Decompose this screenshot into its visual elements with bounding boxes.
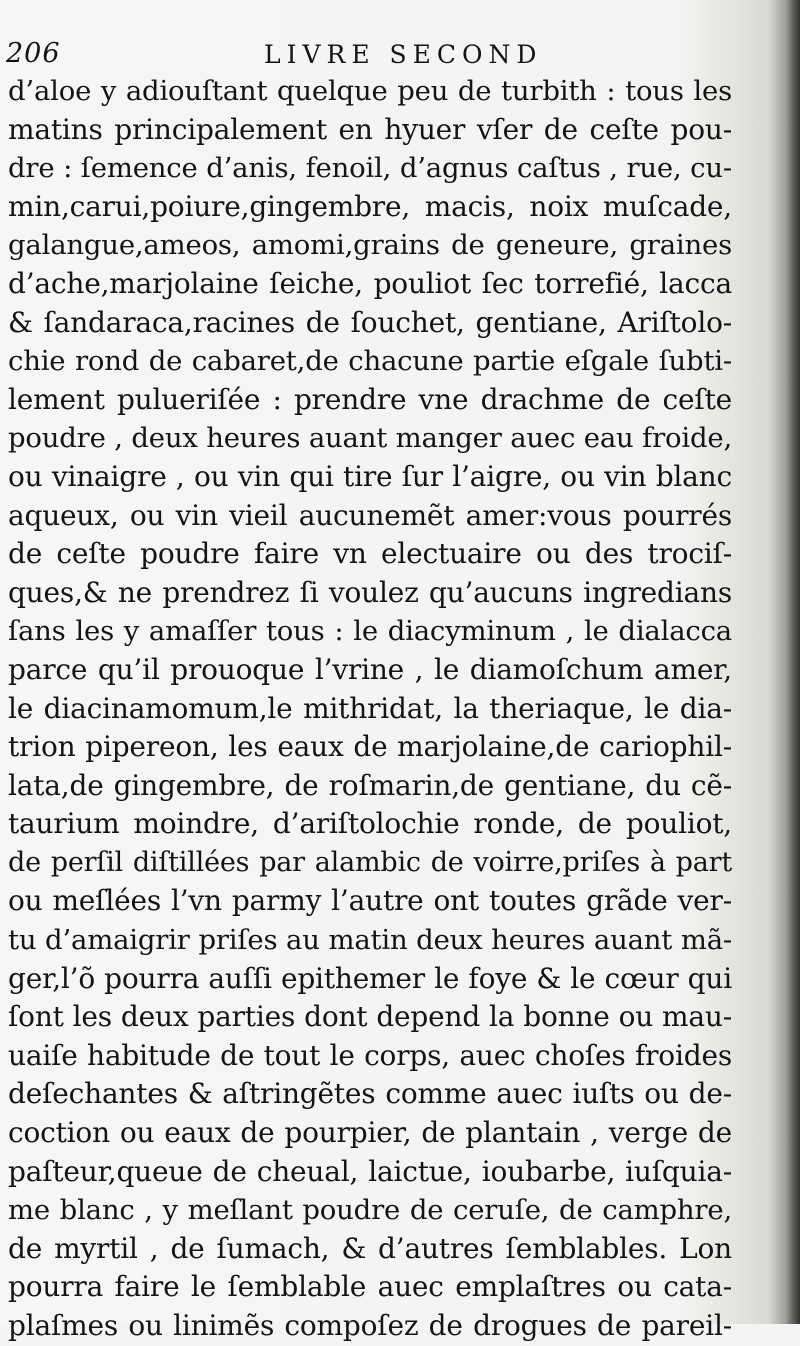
- text-line: ger,l’õ pourra auſſi epithemer le foye & le cœur qui: [8, 961, 732, 995]
- text-line: aqueux, ou vin vieil aucunemẽt amer:vous pourrés: [8, 498, 732, 532]
- text-line: chie rond de cabaret,de chacune partie eſgale ſubti-: [8, 345, 732, 378]
- text-line: plaſmes ou linimẽs compoſez de drogues de pareil-: [8, 1309, 732, 1342]
- text-line: min,carui,poiure,gingembre, macis, noix muſcade,: [8, 189, 732, 223]
- text-line: de myrtil , de ſumach, & d’autres ſemblables. Lon: [8, 1231, 732, 1265]
- body-text: [8, 72, 732, 1346]
- text-line: matins principalement en hyuer vſer de ceſte pou-: [8, 112, 732, 146]
- text-line: ſont les deux parties dont depend la bonne ou mau-: [8, 1000, 732, 1034]
- running-head: LIVRE SECOND: [264, 40, 543, 69]
- page-number: 206: [6, 38, 61, 69]
- text-line: lata,de gingembre, de roſmarin,de gentiane, du cẽ-: [8, 768, 732, 802]
- text-line: d’ache,marjolaine ſeiche, pouliot ſec torrefié, lacca: [8, 266, 732, 300]
- text-line: dre : ſemence d’anis, fenoil, d’agnus caſtus , rue, cu-: [8, 152, 732, 185]
- text-line: ou meſlées l’vn parmy l’autre ont toutes grãde ver-: [8, 884, 732, 918]
- text-line: me blanc , y meſlant poudre de ceruſe, de camphre,: [8, 1194, 732, 1227]
- text-line: tu d’amaigrir priſes au matin deux heures auant mã-: [8, 924, 732, 957]
- text-line: & ſandaraca,racines de ſouchet, gentiane, Ariſtolo-: [8, 305, 732, 339]
- text-line: coction ou eaux de pourpier, de plantain , verge de: [8, 1116, 732, 1150]
- text-line: taurium moindre, d’ariſtolochie ronde, de pouliot,: [8, 807, 732, 841]
- text-line: lement pulueriſée : prendre vne drachme de ceſte: [8, 382, 732, 416]
- text-line: trion pipereon, les eaux de marjolaine,de cariophil-: [8, 730, 732, 764]
- text-line: de ceſte poudre faire vn electuaire ou des trociſ-: [8, 537, 732, 571]
- text-line: de perſil diſtillées par alambic de voirre,priſes à part: [8, 846, 732, 878]
- text-line: uaiſe habitude de tout le corps, auec choſes froides: [8, 1038, 732, 1072]
- text-line: pourra faire le ſemblable auec emplaſtres ou cata-: [8, 1270, 732, 1304]
- page-edge-shadow: [786, 0, 800, 1324]
- text-line: poudre , deux heures auant manger auec eau froide,: [8, 422, 732, 455]
- text-line: ques,& ne prendrez ſi voulez qu’aucuns ingredians: [8, 575, 732, 609]
- text-line: d’aloe y adiouſtant quelque peu de turbith : tous les: [8, 75, 732, 107]
- text-line: le diacinamomum,le mithridat, la theriaque, le dia-: [8, 691, 732, 725]
- text-line: paſteur,queue de cheual, laictue, ioubarbe, iuſquia-: [8, 1154, 732, 1188]
- text-line: parce qu’il prouoque l’vrine , le diamoſchum amer,: [8, 652, 732, 686]
- page-header: [6, 38, 746, 72]
- text-line: deſechantes & aſtringẽtes comme auec iuſts ou de-: [8, 1077, 732, 1111]
- text-line: galangue,ameos, amomi,grains de geneure, graines: [8, 229, 732, 262]
- text-line: ſans les y amaſſer tous : le diacyminum , le dialacca: [8, 615, 732, 648]
- text-line: ou vinaigre , ou vin qui tire ſur l’aigre, ou vin blanc: [8, 459, 732, 493]
